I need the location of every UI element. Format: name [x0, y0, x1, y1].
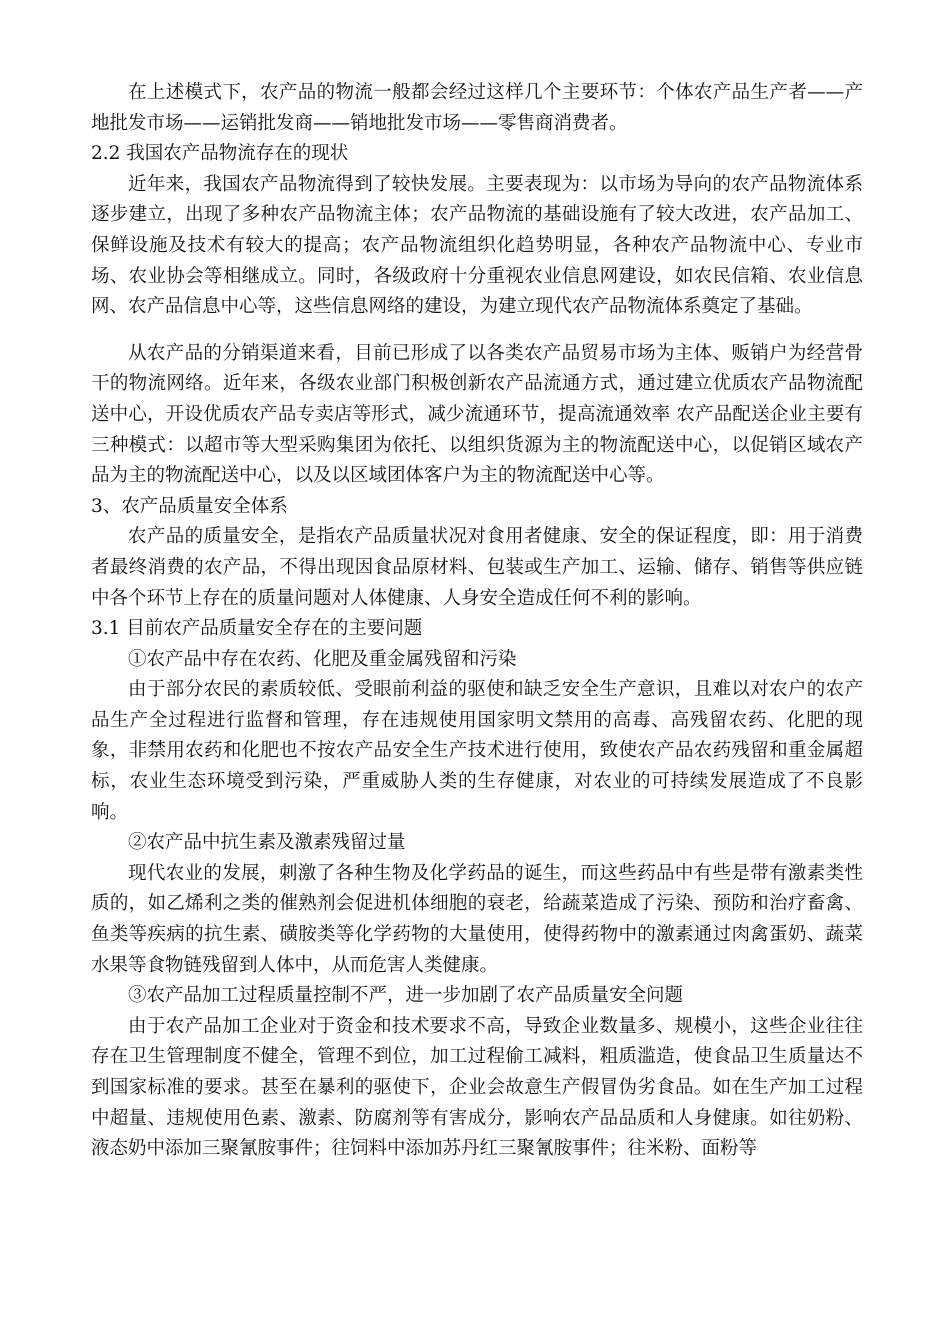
subheading-pesticide-residue: ①农产品中存在农药、化肥及重金属残留和污染: [128, 648, 517, 670]
document-body: [91, 78, 863, 1165]
heading-section-3: 3、农产品质量安全体系: [91, 495, 288, 517]
paragraph-antibiotic-residue: 现代农业的发展，刺激了各种生物及化学药品的诞生，而这些药品中有些是带有激素类性质的，如乙烯利之类的催熟剂会促进机体细胞的衰老，给蔬菜造成了污染、预防和治疗畜禽、鱼类等疾病的抗生素、磺胺类等化学药物的大量使用，使得药物中的激素通过肉禽蛋奶、蔬菜水果等食物链残留到人体中，从而危害人类健康。: [91, 862, 863, 976]
paragraph-logistics-status: 近年来，我国农产品物流得到了较快发展。主要表现为：以市场为导向的农产品物流体系逐步建立，出现了多种农产品物流主体；农产品物流的基础设施有了较大改进，农产品加工、保鲜设施及技术有较大的提高；农产品物流组织化趋势明显，各种农产品物流中心、专业市场、农业协会等相继成立。同时，各级政府十分重视农业信息网建设，如农民信箱、农业信息网、农产品信息中心等，这些信息网络的建设，为建立现代农产品物流体系奠定了基础。: [91, 173, 863, 318]
heading-section-2-2: 2.2 我国农产品物流存在的现状: [91, 143, 349, 165]
heading-section-3-1: 3.1 目前农产品质量安全存在的主要问题: [91, 618, 423, 640]
subheading-processing-control: ③农产品加工过程质量控制不严，进一步加剧了农产品质量安全问题: [128, 985, 684, 1007]
paragraph-pesticide-residue: 由于部分农民的素质较低、受眼前利益的驱使和缺乏安全生产意识，且难以对农户的农产品生产全过程进行监督和管理，存在违规使用国家明文禁用的高毒、高残留农药、化肥的现象，非禁用农药和化肥也不按农产品安全生产技术进行使用，致使农产品农药残留和重金属超标，农业生态环境受到污染，严重威胁人类的生存健康，对农业的可持续发展造成了不良影响。: [91, 679, 863, 823]
paragraph-processing-control: 由于农产品加工企业对于资金和技术要求不高，导致企业数量多、规模小，这些企业往往存在卫生管理制度不健全，管理不到位，加工过程偷工减料，粗质滥造，使食品卫生质量达不到国家标准的要求。甚至在暴利的驱使下，企业会故意生产假冒伪劣食品。如在生产加工过程中超量、违规使用色素、激素、防腐剂等有害成分，影响农产品品质和人身健康。如往奶粉、液态奶中添加三聚氰胺事件；往饲料中添加苏丹红三聚氰胺事件；往米粉、面粉等: [91, 1015, 863, 1160]
paragraph-distribution-channels: 从农产品的分销渠道来看，目前已形成了以各类农产品贸易市场为主体、贩销户为经营骨干的物流网络。近年来，各级农业部门积极创新农产品流通方式，通过建立优质农产品物流配送中心，开设优质农产品专卖店等形式，减少流通环节，提高流通效率 农产品配送企业主要有三种模式：以超市等大型采购集团为依托、以组织货源为主的物流配送中心，以促销区域农产品为主的物流配送中心，以及以区域团体客户为主的物流配送中心等。: [91, 342, 863, 487]
paragraph-quality-safety-definition: 农产品的质量安全，是指农产品质量状况对食用者健康、安全的保证程度，即：用于消费者最终消费的农产品，不得出现因食品原材料、包装或生产加工、运输、储存、销售等供应链中各个环节上存在的质量问题对人体健康、人身安全造成任何不利的影响。: [91, 526, 863, 609]
subheading-antibiotic-residue: ②农产品中抗生素及激素残留过量: [128, 832, 406, 854]
paragraph-logistics-chain: 在上述模式下，农产品的物流一般都会经过这样几个主要环节：个体农产品生产者——产地批发市场——运销批发商——销地批发市场——零售商消费者。: [91, 82, 863, 134]
